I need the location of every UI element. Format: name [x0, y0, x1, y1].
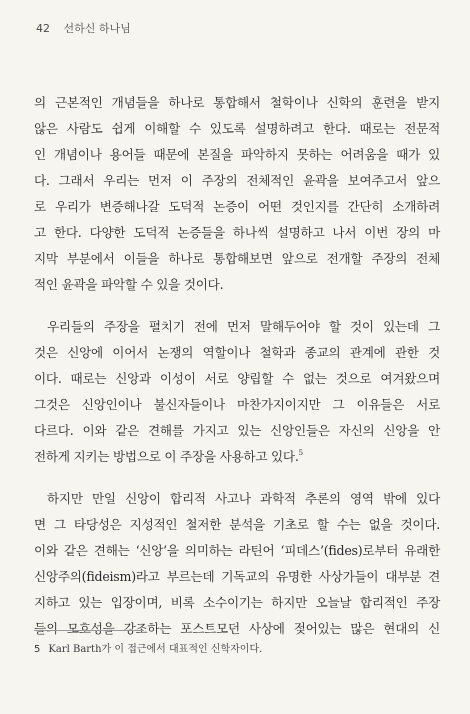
footnote-reference[interactable]: 5: [298, 449, 303, 457]
text-line: 로 우리가 변증해나갈 도덕적 논증이 어떤 것인지를 간단히 소개하려: [34, 199, 440, 214]
text-line: 그것은 신앙인이나 불신자들이나 마찬가지이지만 그 이유들은 서로: [34, 397, 440, 412]
text-line: 인 개념이나 용어들 때문에 본질을 파악하지 못하는 어려움을 때가 있: [34, 147, 440, 162]
text-line: 다. 그래서 우리는 먼저 이 주장의 전체적인 윤곽을 보여주고서 앞으: [34, 173, 440, 188]
footnote-divider: [34, 630, 144, 631]
text-line: 다르다. 이와 같은 견해를 가지고 있는 신앙인들은 자신의 신앙을 안: [34, 423, 440, 438]
text-line: 의 근본적인 개념들을 하나로 통합해서 철학이나 신학의 훈련을 받지: [34, 95, 440, 110]
page-header: [36, 20, 131, 36]
footnote-text: Karl Barth가 이 접근에서 대표적인 신학자이다.: [48, 644, 263, 655]
text-line: 적인 윤곽을 파악할 수 있을 것이다.: [34, 277, 224, 292]
paragraph-3: [34, 486, 440, 642]
paragraph-2: [34, 314, 440, 470]
text-line: 지막 부분에서 이들을 하나로 통합해보면 앞으로 전개할 주장의 전체: [34, 251, 440, 266]
text-line: 면 그 타당성은 지성적인 철저한 분석을 기초로 할 수는 없을 것이다.: [34, 517, 440, 532]
text-line: 고 한다. 다양한 도덕적 논증들을 하나씩 설명하고 나서 이번 장의 마: [34, 225, 440, 240]
text-line: 이와 같은 견해는 ‘신앙’을 의미하는 라틴어 ‘피데스’(fides)로부터 유래한: [34, 543, 440, 558]
text-line: 전하게 지키는 방법으로 이 주장을 사용하고 있다.: [34, 449, 299, 464]
text-line: 이다. 때로는 신앙과 이성이 서로 양립할 수 없는 것으로 여겨왔으며: [34, 371, 440, 386]
body-text: [34, 90, 440, 642]
text-line: 지하고 있는 입장이며, 비록 소수이기는 하지만 오늘날 합리적인 주장: [34, 595, 440, 610]
footnote-number: 5: [34, 644, 41, 655]
text-line: 신앙주의(fideism)라고 부르는데 기독교의 유명한 사상가들이 대부분 견: [34, 569, 440, 584]
text-line-with-footnote: [34, 444, 440, 470]
text-line: 않은 사람도 쉽게 이해할 수 있도록 설명하려고 한다. 때로는 전문적: [34, 121, 440, 136]
text-line: 들의 모호성을 강조하는 포스트모던 사상에 젖어있는 많은 현대의 신: [34, 621, 440, 636]
paragraph-1: [34, 90, 440, 298]
text-line: 것은 신앙에 이어서 논쟁의 역할이나 철학과 종교의 관계에 관한 것: [34, 345, 440, 360]
footnote: [34, 640, 440, 655]
text-line: 하지만 만일 신앙이 합리적 사고나 과학적 추론의 영역 밖에 있다: [47, 491, 440, 506]
text-line: 우리들의 주장을 펼치기 전에 먼저 말해두어야 할 것이 있는데 그: [47, 319, 440, 334]
running-title: 선하신 하나님: [63, 22, 131, 35]
page-number: 42: [36, 22, 50, 35]
